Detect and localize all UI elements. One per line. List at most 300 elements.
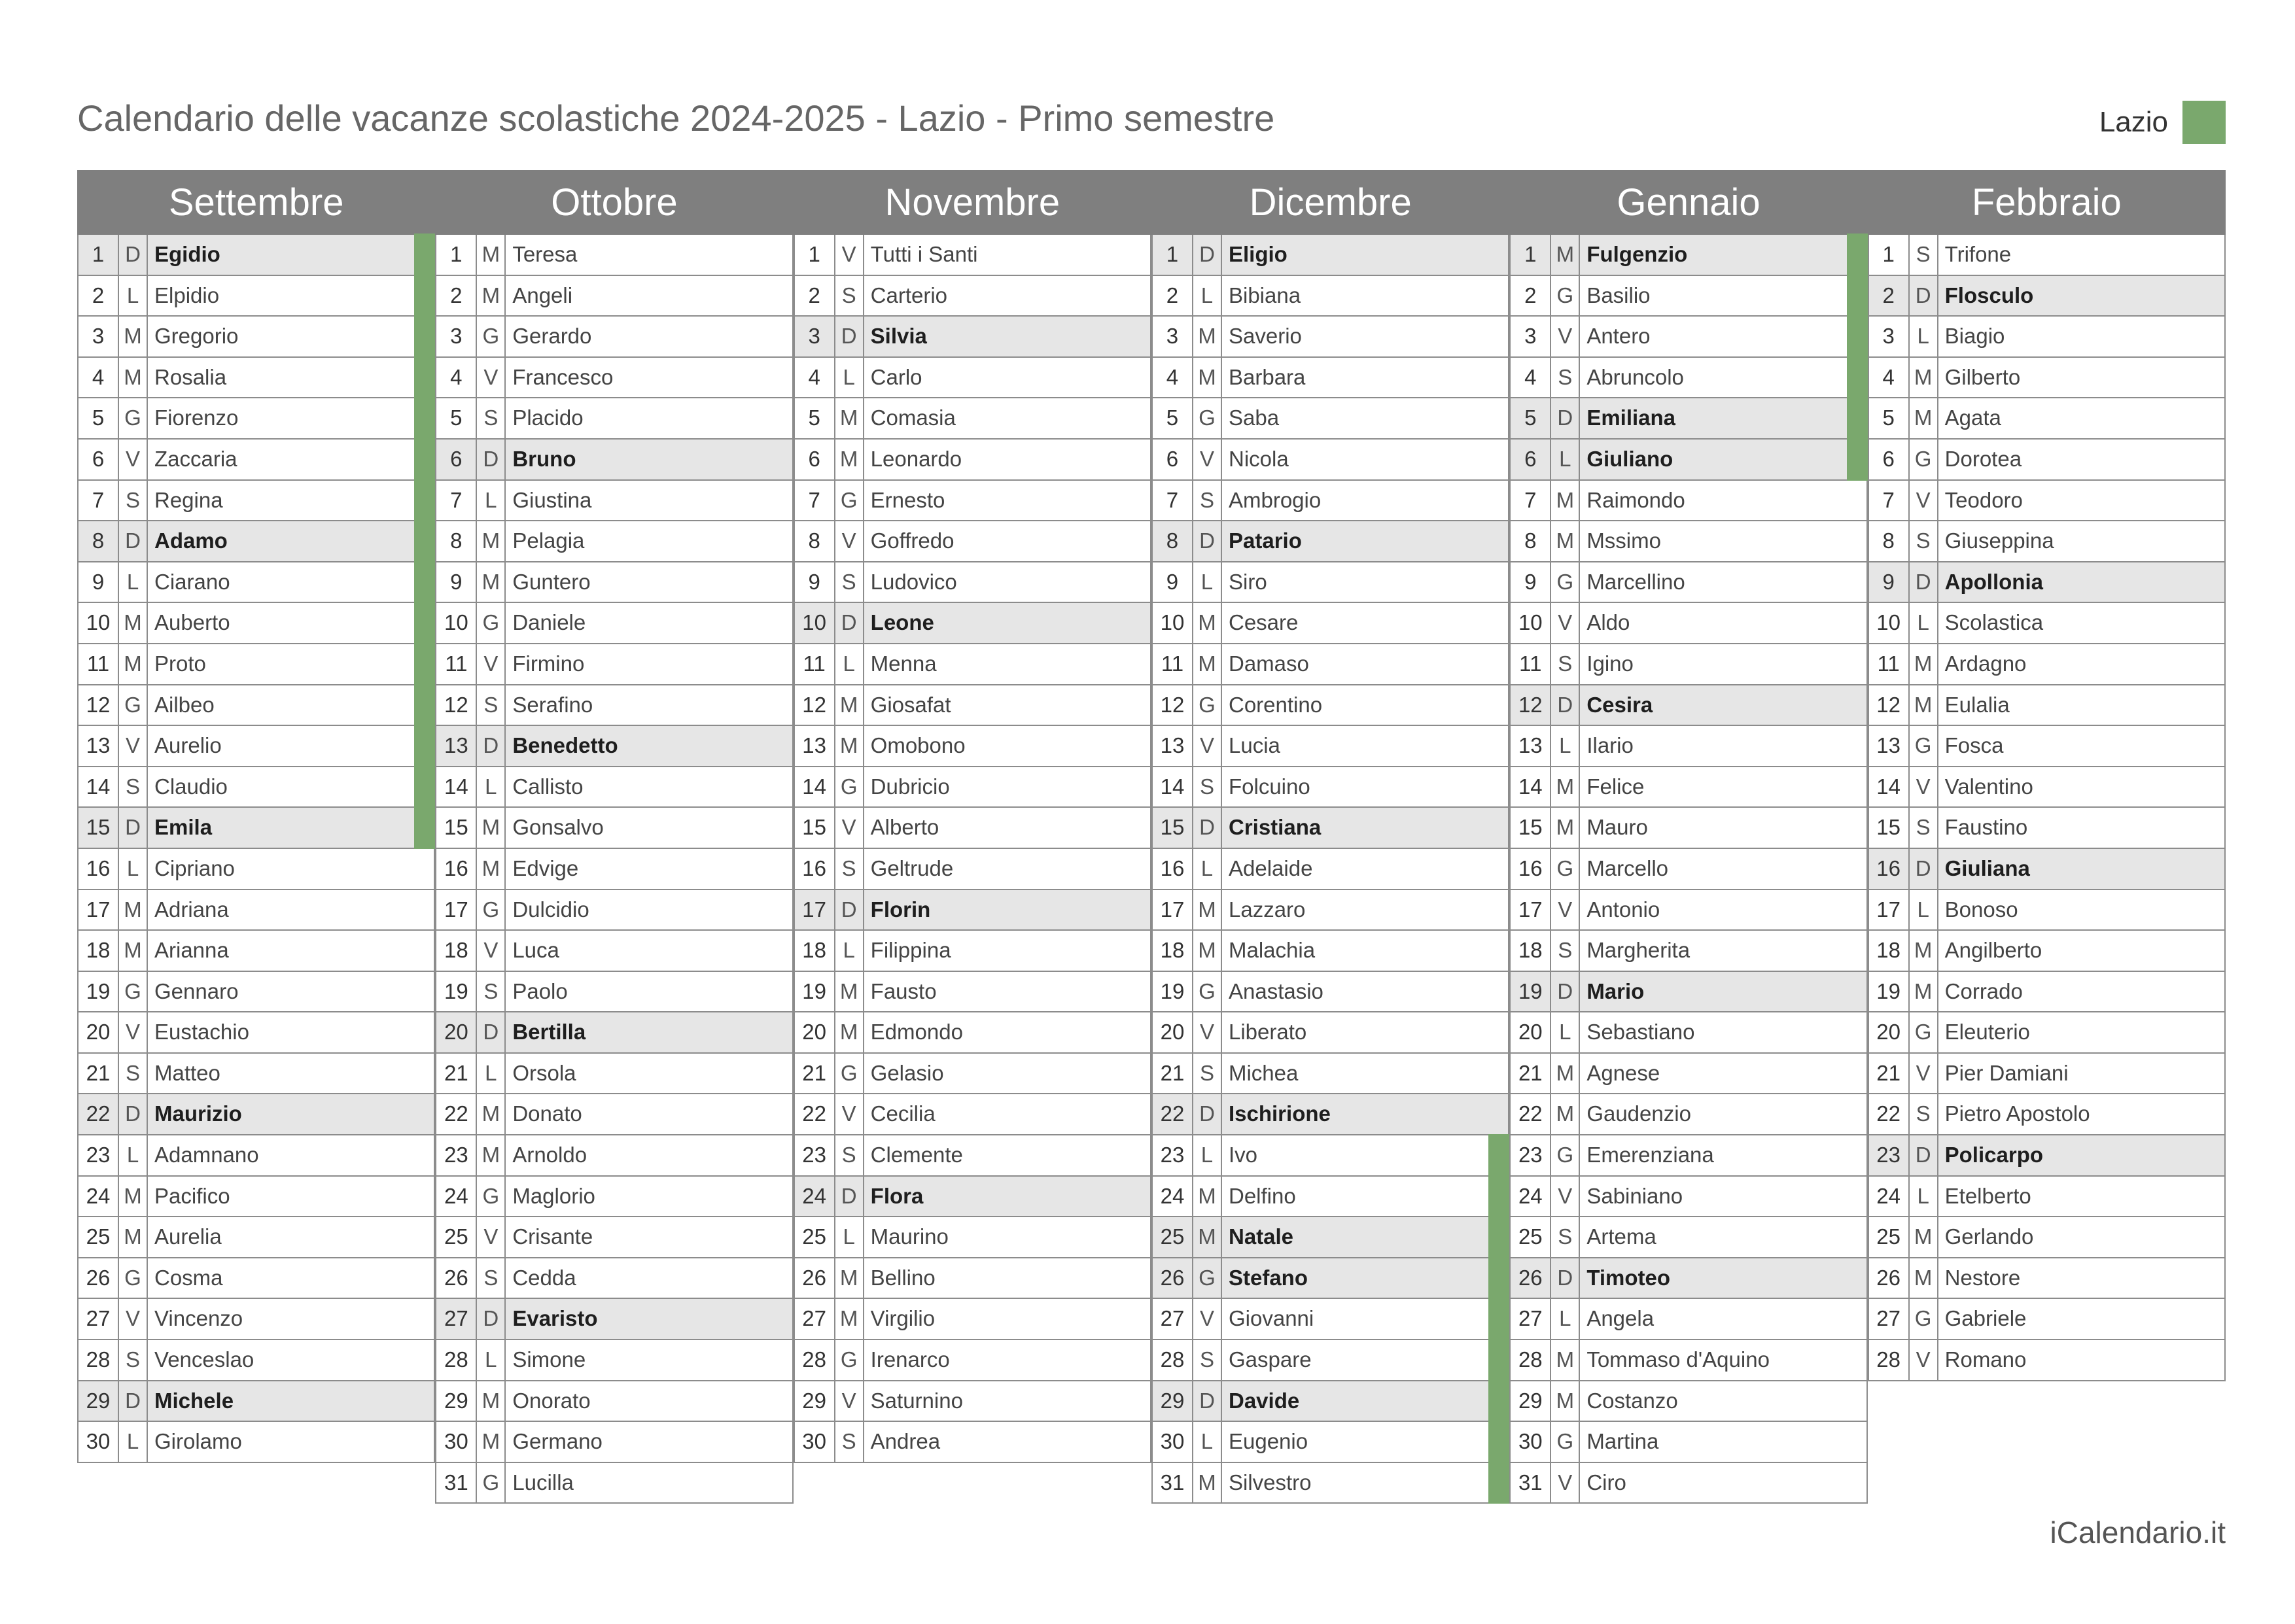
day-row (77, 972, 435, 1013)
saint-name: Angela (1586, 1306, 1655, 1331)
saint-name: Auberto (154, 610, 230, 635)
saint-name: Igino (1586, 651, 1634, 676)
day-row (1509, 603, 1867, 644)
day-row (1868, 1094, 2226, 1135)
day-number: 16 (436, 849, 477, 889)
saint-name: Saturnino (870, 1388, 963, 1413)
month-title: Novembre (885, 181, 1060, 224)
weekday-letter: L (1193, 276, 1222, 316)
saint-name: Ciro (1586, 1470, 1626, 1494)
weekday-letter: M (119, 603, 148, 643)
day-row (794, 644, 1151, 685)
day-number: 25 (1511, 1217, 1551, 1257)
day-number: 12 (1511, 685, 1551, 725)
saint-name: Gregorio (154, 324, 239, 349)
weekday-letter: L (477, 767, 506, 807)
day-number: 25 (1869, 1217, 1910, 1257)
day-row (794, 726, 1151, 767)
day-number: 4 (79, 358, 119, 398)
day-number: 7 (1153, 481, 1193, 521)
day-row (1151, 767, 1509, 808)
saint-name: Maurizio (154, 1101, 242, 1126)
day-number: 24 (795, 1177, 835, 1217)
day-number: 8 (1511, 521, 1551, 561)
day-number: 26 (795, 1258, 835, 1298)
day-row-holiday (1509, 317, 1867, 358)
day-number: 9 (795, 562, 835, 602)
day-number: 28 (795, 1340, 835, 1380)
day-row (435, 1381, 793, 1423)
day-number: 18 (79, 931, 119, 971)
day-number: 13 (1511, 726, 1551, 766)
saint-name: Claudio (154, 774, 228, 799)
saint-name: Andrea (870, 1429, 941, 1454)
day-row (1509, 1422, 1867, 1463)
weekday-letter: V (119, 1012, 148, 1052)
weekday-letter: G (477, 1463, 506, 1503)
saint-name: Corrado (1944, 978, 2023, 1003)
saint-name: Ardagno (1944, 651, 2027, 676)
saint-name: Ciarano (154, 569, 230, 594)
saint-name: Silvestro (1228, 1470, 1312, 1494)
weekday-letter: S (1193, 1054, 1222, 1094)
weekday-letter: M (835, 685, 864, 725)
day-number: 5 (1153, 398, 1193, 438)
day-row (794, 562, 1151, 604)
day-number: 29 (795, 1381, 835, 1421)
saint-name: Siro (1228, 569, 1267, 594)
saint-name: Gelasio (870, 1060, 944, 1085)
saint-name: Sebastiano (1586, 1020, 1695, 1045)
saint-name: Guntero (512, 569, 591, 594)
saint-name: Tutti i Santi (870, 242, 978, 266)
weekday-letter: D (477, 726, 506, 766)
day-number: 4 (795, 358, 835, 398)
saint-name: Patario (1228, 528, 1302, 553)
day-row (435, 1177, 793, 1218)
day-row (794, 890, 1151, 931)
weekday-letter: V (119, 726, 148, 766)
day-row (1868, 276, 2226, 317)
day-number: 2 (1869, 276, 1910, 316)
weekday-letter: S (477, 685, 506, 725)
day-row (1151, 358, 1509, 399)
day-number: 6 (1869, 440, 1910, 479)
weekday-letter: D (1193, 1094, 1222, 1134)
saint-name: Artema (1586, 1224, 1656, 1249)
day-number: 31 (436, 1463, 477, 1503)
saint-name: Teodoro (1944, 487, 2023, 512)
weekday-letter: M (1910, 972, 1938, 1012)
day-number: 10 (1511, 603, 1551, 643)
saint-name: Simone (512, 1347, 586, 1372)
weekday-letter: V (1551, 603, 1580, 643)
weekday-letter: S (835, 1135, 864, 1175)
weekday-letter: M (1551, 235, 1580, 275)
day-number: 21 (795, 1054, 835, 1094)
day-number: 2 (436, 276, 477, 316)
day-number: 9 (1511, 562, 1551, 602)
saint-name: Gabriele (1944, 1306, 2027, 1331)
day-number: 29 (436, 1381, 477, 1421)
day-number: 6 (795, 440, 835, 479)
day-row (794, 1258, 1151, 1300)
saint-name: Natale (1228, 1224, 1294, 1249)
day-number: 2 (1153, 276, 1193, 316)
weekday-letter: G (1551, 562, 1580, 602)
saint-name: Gaspare (1228, 1347, 1312, 1372)
saint-name: Timoteo (1586, 1265, 1671, 1290)
day-row-holiday (1509, 358, 1867, 399)
weekday-letter: M (1551, 1094, 1580, 1134)
weekday-letter: G (477, 890, 506, 930)
day-row (794, 1381, 1151, 1423)
saint-name: Gerlando (1944, 1224, 2034, 1249)
day-number: 21 (1511, 1054, 1551, 1094)
day-number: 26 (1511, 1258, 1551, 1298)
weekday-letter: M (477, 1135, 506, 1175)
weekday-letter: V (1910, 1054, 1938, 1094)
day-number: 2 (1511, 276, 1551, 316)
saint-name: Apollonia (1944, 569, 2043, 594)
saint-name: Emila (154, 815, 213, 840)
weekday-letter: M (835, 972, 864, 1012)
day-row (1868, 931, 2226, 972)
day-row (1509, 1381, 1867, 1423)
day-number: 4 (1869, 358, 1910, 398)
day-row (1509, 1299, 1867, 1340)
day-row (435, 808, 793, 849)
day-row (77, 1299, 435, 1340)
day-row-holiday (1151, 1422, 1509, 1463)
day-row (435, 1135, 793, 1177)
saint-name: Abruncolo (1586, 364, 1684, 389)
day-row-holiday (77, 440, 435, 481)
day-number: 29 (1153, 1381, 1193, 1421)
day-row (1151, 1094, 1509, 1135)
day-row (435, 440, 793, 481)
day-number: 18 (1511, 931, 1551, 971)
saint-name: Silvia (870, 324, 927, 349)
day-row-holiday (1151, 1217, 1509, 1258)
day-row (435, 685, 793, 727)
weekday-letter: M (477, 521, 506, 561)
weekday-letter: V (477, 358, 506, 398)
month-title: Febbraio (1971, 181, 2122, 224)
day-number: 3 (1869, 317, 1910, 356)
day-number: 16 (795, 849, 835, 889)
saint-name: Aurelio (154, 733, 222, 758)
day-number: 19 (1869, 972, 1910, 1012)
saint-name: Malachia (1228, 938, 1316, 963)
saint-name: Cesare (1228, 610, 1299, 635)
day-number: 14 (436, 767, 477, 807)
saint-name: Proto (154, 651, 206, 676)
day-number: 4 (1511, 358, 1551, 398)
saint-name: Sabiniano (1586, 1183, 1683, 1208)
weekday-letter: S (835, 276, 864, 316)
day-row (435, 849, 793, 890)
weekday-letter: S (119, 1054, 148, 1094)
saint-name: Luca (512, 938, 559, 963)
weekday-letter: S (1910, 808, 1938, 848)
day-row (1868, 358, 2226, 399)
day-row (435, 726, 793, 767)
weekday-letter: M (1193, 603, 1222, 643)
saint-name: Maglorio (512, 1183, 595, 1208)
day-row (1509, 1177, 1867, 1218)
saint-name: Faustino (1944, 815, 2028, 840)
weekday-letter: M (1193, 358, 1222, 398)
weekday-letter: L (477, 481, 506, 521)
weekday-letter: M (1910, 931, 1938, 971)
weekday-letter: D (1193, 235, 1222, 275)
day-row (1509, 1463, 1867, 1504)
weekday-letter: M (477, 235, 506, 275)
weekday-letter: S (1551, 358, 1580, 398)
saint-name: Margherita (1586, 938, 1691, 963)
saint-name: Dulcidio (512, 897, 589, 922)
day-row (794, 235, 1151, 276)
day-number: 2 (795, 276, 835, 316)
day-row (1151, 562, 1509, 604)
day-row (77, 1054, 435, 1095)
weekday-letter: M (477, 276, 506, 316)
saint-name: Emiliana (1586, 406, 1676, 430)
day-row (1151, 521, 1509, 562)
saint-name: Michea (1228, 1060, 1299, 1085)
day-number: 31 (1511, 1463, 1551, 1503)
day-row (1868, 398, 2226, 440)
saint-name: Dubricio (870, 774, 950, 799)
day-number: 27 (1511, 1299, 1551, 1339)
day-row (1509, 685, 1867, 727)
footer-brand: iCalendario.it (2050, 1515, 2226, 1549)
saint-name: Damaso (1228, 651, 1309, 676)
day-number: 12 (795, 685, 835, 725)
weekday-letter: D (119, 235, 148, 275)
day-row-holiday (77, 481, 435, 522)
weekday-letter: S (1910, 521, 1938, 561)
saint-name: Leone (870, 610, 934, 635)
day-row-holiday (77, 726, 435, 767)
month-header-bar (77, 170, 2226, 235)
saint-name: Placido (512, 406, 584, 430)
weekday-letter: V (477, 644, 506, 684)
day-list (1509, 235, 1867, 1504)
day-row-holiday (77, 644, 435, 685)
saint-name: Adamo (154, 528, 228, 553)
day-row (794, 1299, 1151, 1340)
weekday-letter: M (1551, 808, 1580, 848)
weekday-letter: M (119, 1217, 148, 1257)
saint-name: Pier Damiani (1944, 1060, 2069, 1085)
day-number: 15 (1869, 808, 1910, 848)
day-number: 9 (1869, 562, 1910, 602)
day-number: 16 (1869, 849, 1910, 889)
weekday-letter: M (1193, 644, 1222, 684)
weekday-letter: V (119, 1299, 148, 1339)
saint-name: Eustachio (154, 1020, 249, 1045)
saint-name: Aldo (1586, 610, 1630, 635)
day-row (435, 644, 793, 685)
day-number: 24 (1153, 1177, 1193, 1217)
day-row (77, 1012, 435, 1054)
weekday-letter: G (477, 603, 506, 643)
weekday-letter: L (119, 849, 148, 889)
weekday-letter: L (119, 276, 148, 316)
day-number: 15 (1153, 808, 1193, 848)
day-row (1509, 931, 1867, 972)
day-row (435, 972, 793, 1013)
saint-name: Ludovico (870, 569, 957, 594)
day-number: 22 (436, 1094, 477, 1134)
saint-name: Delfino (1228, 1183, 1296, 1208)
weekday-letter: D (1193, 1381, 1222, 1421)
weekday-letter: M (477, 562, 506, 602)
day-number: 27 (436, 1299, 477, 1339)
saint-name: Tommaso d'Aquino (1586, 1347, 1770, 1372)
day-row-holiday (1151, 1135, 1509, 1177)
day-row (435, 521, 793, 562)
weekday-letter: M (119, 1177, 148, 1217)
day-number: 19 (436, 972, 477, 1012)
day-number: 18 (795, 931, 835, 971)
day-row (1151, 481, 1509, 522)
weekday-letter: D (1551, 1258, 1580, 1298)
day-row (1868, 972, 2226, 1013)
saint-name: Eugenio (1228, 1429, 1308, 1454)
weekday-letter: D (477, 1012, 506, 1052)
day-row (1151, 685, 1509, 727)
weekday-letter: M (119, 931, 148, 971)
day-row-holiday (1151, 1299, 1509, 1340)
saint-name: Emerenziana (1586, 1143, 1714, 1167)
day-number: 15 (79, 808, 119, 848)
day-number: 17 (795, 890, 835, 930)
weekday-letter: V (1193, 1299, 1222, 1339)
weekday-letter: L (1193, 562, 1222, 602)
day-row (77, 1381, 435, 1423)
weekday-letter: L (1910, 890, 1938, 930)
day-row (1151, 726, 1509, 767)
day-row (794, 1135, 1151, 1177)
saint-name: Giosafat (870, 692, 951, 717)
weekday-letter: M (1551, 481, 1580, 521)
day-number: 13 (436, 726, 477, 766)
day-row (77, 1177, 435, 1218)
saint-name: Lucilla (512, 1470, 574, 1494)
day-row (794, 767, 1151, 808)
day-number: 16 (1511, 849, 1551, 889)
day-number: 27 (795, 1299, 835, 1339)
weekday-letter: V (835, 1381, 864, 1421)
month-title: Settembre (168, 181, 344, 224)
day-row (1509, 890, 1867, 931)
weekday-letter: M (1193, 1463, 1222, 1503)
day-number: 2 (79, 276, 119, 316)
saint-name: Gilberto (1944, 364, 2021, 389)
day-list (1868, 235, 2226, 1381)
day-row (1868, 317, 2226, 358)
saint-name: Cosma (154, 1265, 223, 1290)
saint-name: Gennaro (154, 978, 239, 1003)
weekday-letter: L (1910, 1177, 1938, 1217)
legend (2099, 101, 2226, 144)
day-row (77, 1258, 435, 1300)
day-row (1509, 1094, 1867, 1135)
weekday-letter: L (119, 1422, 148, 1462)
weekday-letter: D (835, 1177, 864, 1217)
weekday-letter: V (119, 440, 148, 479)
day-number: 8 (79, 521, 119, 561)
day-number: 11 (436, 644, 477, 684)
day-row (1868, 644, 2226, 685)
saint-name: Raimondo (1586, 487, 1685, 512)
saint-name: Ischirione (1228, 1101, 1331, 1126)
day-number: 14 (1153, 767, 1193, 807)
saint-name: Serafino (512, 692, 593, 717)
saint-name: Felice (1586, 774, 1645, 799)
day-number: 20 (795, 1012, 835, 1052)
saint-name: Ailbeo (154, 692, 215, 717)
day-row-holiday (77, 317, 435, 358)
day-number: 3 (1511, 317, 1551, 356)
weekday-letter: M (835, 1299, 864, 1339)
day-row (435, 1054, 793, 1095)
month-column (1151, 235, 1509, 1504)
weekday-letter: S (1551, 1217, 1580, 1257)
saint-name: Giuseppina (1944, 528, 2054, 553)
saint-name: Carterio (870, 283, 948, 307)
day-row (435, 1258, 793, 1300)
saint-name: Venceslao (154, 1347, 254, 1372)
weekday-letter: M (1910, 398, 1938, 438)
weekday-letter: L (477, 1054, 506, 1094)
day-number: 25 (795, 1217, 835, 1257)
month-title: Ottobre (551, 181, 678, 224)
day-number: 25 (1153, 1217, 1193, 1257)
day-row-holiday (1151, 1258, 1509, 1300)
saint-name: Ernesto (870, 487, 945, 512)
day-number: 26 (1869, 1258, 1910, 1298)
day-number: 14 (795, 767, 835, 807)
day-number: 30 (795, 1422, 835, 1462)
day-row (435, 481, 793, 522)
saint-name: Egidio (154, 242, 220, 266)
day-row (1868, 685, 2226, 727)
day-row (1509, 1135, 1867, 1177)
saint-name: Cipriano (154, 855, 235, 880)
day-row (435, 1299, 793, 1340)
day-row-holiday (1509, 276, 1867, 317)
day-row (794, 398, 1151, 440)
day-row (435, 1340, 793, 1381)
weekday-letter: V (1551, 317, 1580, 356)
day-number: 12 (79, 685, 119, 725)
day-number: 1 (436, 235, 477, 275)
saint-name: Gonsalvo (512, 815, 604, 840)
day-row (77, 1422, 435, 1463)
day-row (1868, 1054, 2226, 1095)
day-number: 8 (1869, 521, 1910, 561)
weekday-letter: V (835, 521, 864, 561)
weekday-letter: G (1551, 849, 1580, 889)
day-number: 21 (436, 1054, 477, 1094)
weekday-letter: S (835, 1422, 864, 1462)
day-row-holiday (1151, 1177, 1509, 1218)
day-number: 15 (795, 808, 835, 848)
